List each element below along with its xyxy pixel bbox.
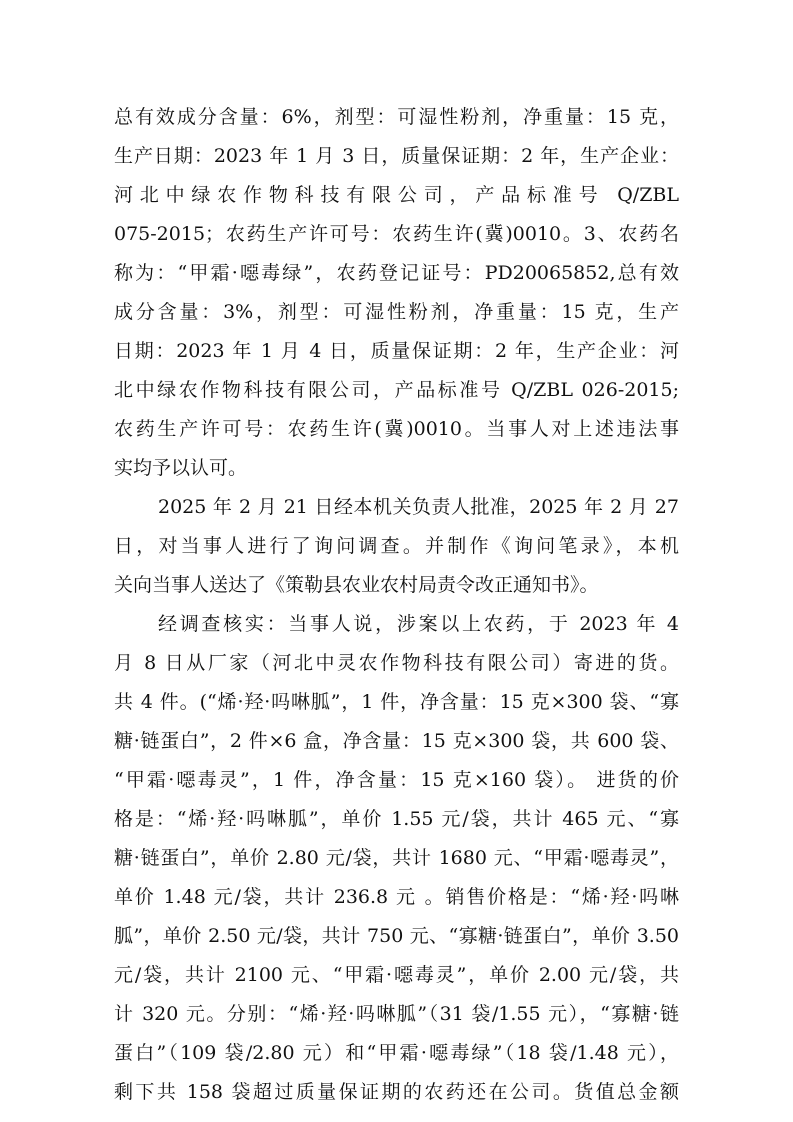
text-line: “甲霜·噁毒灵”，1 件，净含量：15 克×160 袋）。 进货的价 bbox=[114, 769, 679, 791]
text-line: 计 320 元。分别：“烯·羟·吗啉胍”（31 袋/1.55 元），“寡糖·链 bbox=[114, 1003, 679, 1025]
text-line: 格是：“烯·羟·吗啉胍”，单价 1.55 元/袋，共计 465 元、“寡 bbox=[114, 808, 679, 830]
text-line: 总有效成分含量：6%，剂型：可湿性粉剂，净重量：15 克， bbox=[114, 106, 679, 128]
text-line: 元/袋，共计 2100 元、“甲霜·噁毒灵”，单价 2.00 元/袋，共 bbox=[114, 964, 679, 986]
text-line: 共 4 件。(“烯·羟·吗啉胍”，1 件，净含量：15 克×300 袋、“寡 bbox=[114, 691, 679, 713]
text-line: 月 8 日从厂家（河北中灵农作物科技有限公司）寄进的货。 bbox=[114, 652, 679, 674]
text-line: 糖·链蛋白”，单价 2.80 元/袋，共计 1680 元、“甲霜·噁毒灵”， bbox=[114, 847, 679, 869]
text-line: 经调查核实：当事人说，涉案以上农药，于 2023 年 4 bbox=[158, 613, 679, 635]
text-line: 剩下共 158 袋超过质量保证期的农药还在公司。货值总金额 bbox=[114, 1081, 679, 1103]
text-line: 生产日期：2023 年 1 月 3 日，质量保证期：2 年，生产企业： bbox=[114, 145, 679, 167]
text-line: 北中绿农作物科技有限公司，产品标准号 Q/ZBL 026-2015; bbox=[114, 379, 679, 401]
text-line: 蛋白”（109 袋/2.80 元）和“甲霜·噁毒绿”（18 袋/1.48 元）， bbox=[114, 1042, 679, 1064]
text-line: 称为：“甲霜·噁毒绿”，农药登记证号：PD20065852,总有效 bbox=[114, 262, 679, 284]
text-line: 糖·链蛋白”，2 件×6 盒，净含量：15 克×300 袋，共 600 袋、 bbox=[114, 730, 679, 752]
text-line: 成分含量：3%，剂型：可湿性粉剂，净重量：15 克，生产 bbox=[114, 301, 679, 323]
text-line: 实均予以认可。 bbox=[114, 457, 248, 479]
text-line: 农药生产许可号：农药生许(冀)0010。当事人对上述违法事 bbox=[114, 418, 679, 440]
text-line: 胍”，单价 2.50 元/袋，共计 750 元、“寡糖·链蛋白”，单价 3.50 bbox=[114, 925, 679, 947]
text-line: 日，对当事人进行了询问调查。并制作《询问笔录》，本机 bbox=[114, 535, 679, 557]
text-line: 2025 年 2 月 21 日经本机关负责人批准，2025 年 2 月 27 bbox=[158, 496, 679, 518]
text-line: 075-2015；农药生产许可号：农药生许(冀)0010。3、农药名 bbox=[114, 223, 679, 245]
text-line: 日期：2023 年 1 月 4 日，质量保证期：2 年，生产企业：河 bbox=[114, 340, 679, 362]
text-line: 河北中绿农作物科技有限公司，产品标准号 Q/ZBL bbox=[114, 184, 679, 206]
text-line: 单价 1.48 元/袋，共计 236.8 元 。销售价格是：“烯·羟·吗啉 bbox=[114, 886, 679, 908]
text-line: 关向当事人送达了《策勒县农业农村局责令改正通知书》。 bbox=[114, 574, 599, 596]
